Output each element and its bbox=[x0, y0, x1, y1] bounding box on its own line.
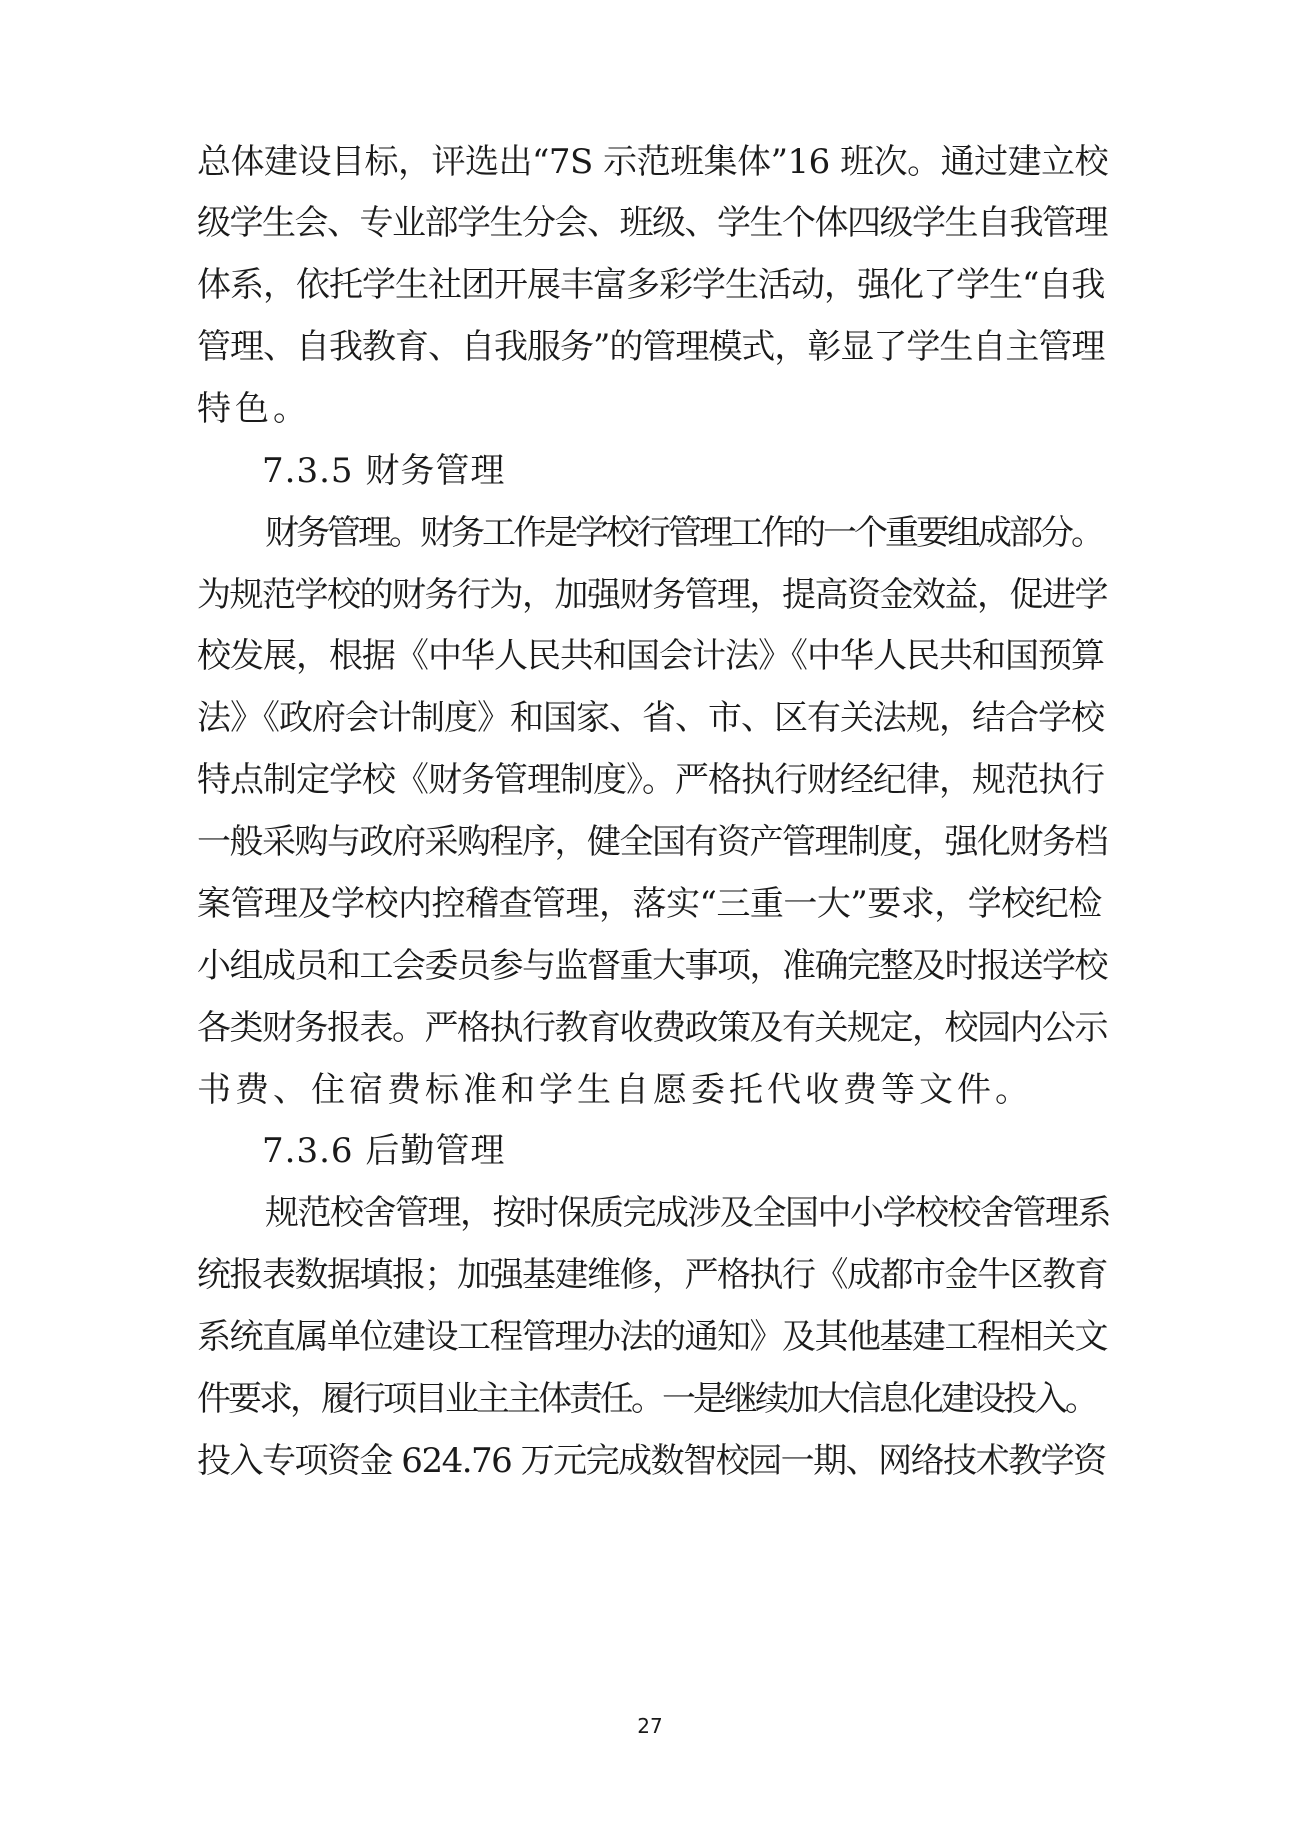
paragraph-line: 财务管理。财务工作是学校行管理工作的一个重要组成部分。 bbox=[265, 513, 1102, 553]
paragraph-line: 为规范学校的财务行为，加强财务管理，提高资金效益，促进学 bbox=[197, 575, 1107, 615]
paragraph-line: 特色。 bbox=[197, 389, 311, 429]
paragraph-line: 规范校舍管理，按时保质完成涉及全国中小学校校舍管理系 bbox=[265, 1193, 1110, 1233]
section-heading-financial-management: 7.3.5 财务管理 bbox=[262, 451, 506, 491]
paragraph-line: 一般采购与政府采购程序，健全国有资产管理制度，强化财务档 bbox=[197, 822, 1107, 862]
paragraph-line: 管理、自我教育、自我服务”的管理模式，彰显了学生自主管理 bbox=[197, 327, 1105, 367]
paragraph-line: 书费、住宿费标准和学生自愿委托代收费等文件。 bbox=[197, 1070, 1033, 1110]
section-heading-logistics-management: 7.3.6 后勤管理 bbox=[262, 1131, 506, 1171]
paragraph-line: 案管理及学校内控稽查管理，落实“三重一大”要求，学校纪检 bbox=[197, 884, 1102, 924]
paragraph-line: 各类财务报表。严格执行教育收费政策及有关规定，校园内公示 bbox=[197, 1008, 1107, 1048]
page-number: 27 bbox=[637, 1714, 663, 1738]
paragraph-line: 体系，依托学生社团开展丰富多彩学生活动，强化了学生“自我 bbox=[197, 265, 1105, 305]
paragraph-line: 校发展，根据《中华人民共和国会计法》《中华人民共和国预算 bbox=[197, 636, 1104, 676]
paragraph-line: 件要求，履行项目业主主体责任。一是继续加大信息化建设投入。 bbox=[197, 1379, 1096, 1419]
paragraph-line: 总体建设目标，评选出“7S 示范班集体”16 班次。通过建立校 bbox=[197, 142, 1109, 182]
paragraph-line: 统报表数据填报；加强基建维修，严格执行《成都市金牛区教育 bbox=[197, 1255, 1107, 1295]
paragraph-line: 小组成员和工会委员参与监督重大事项，准确完整及时报送学校 bbox=[197, 946, 1107, 986]
paragraph-line: 特点制定学校《财务管理制度》。严格执行财经纪律，规范执行 bbox=[197, 760, 1104, 800]
paragraph-line: 投入专项资金 624.76 万元完成数智校园一期、网络技术教学资 bbox=[197, 1441, 1106, 1481]
paragraph-line: 法》《政府会计制度》和国家、省、市、区有关法规，结合学校 bbox=[197, 698, 1104, 738]
paragraph-line: 级学生会、专业部学生分会、班级、学生个体四级学生自我管理 bbox=[197, 203, 1107, 243]
paragraph-line: 系统直属单位建设工程管理办法的通知》及其他基建工程相关文 bbox=[197, 1317, 1107, 1357]
